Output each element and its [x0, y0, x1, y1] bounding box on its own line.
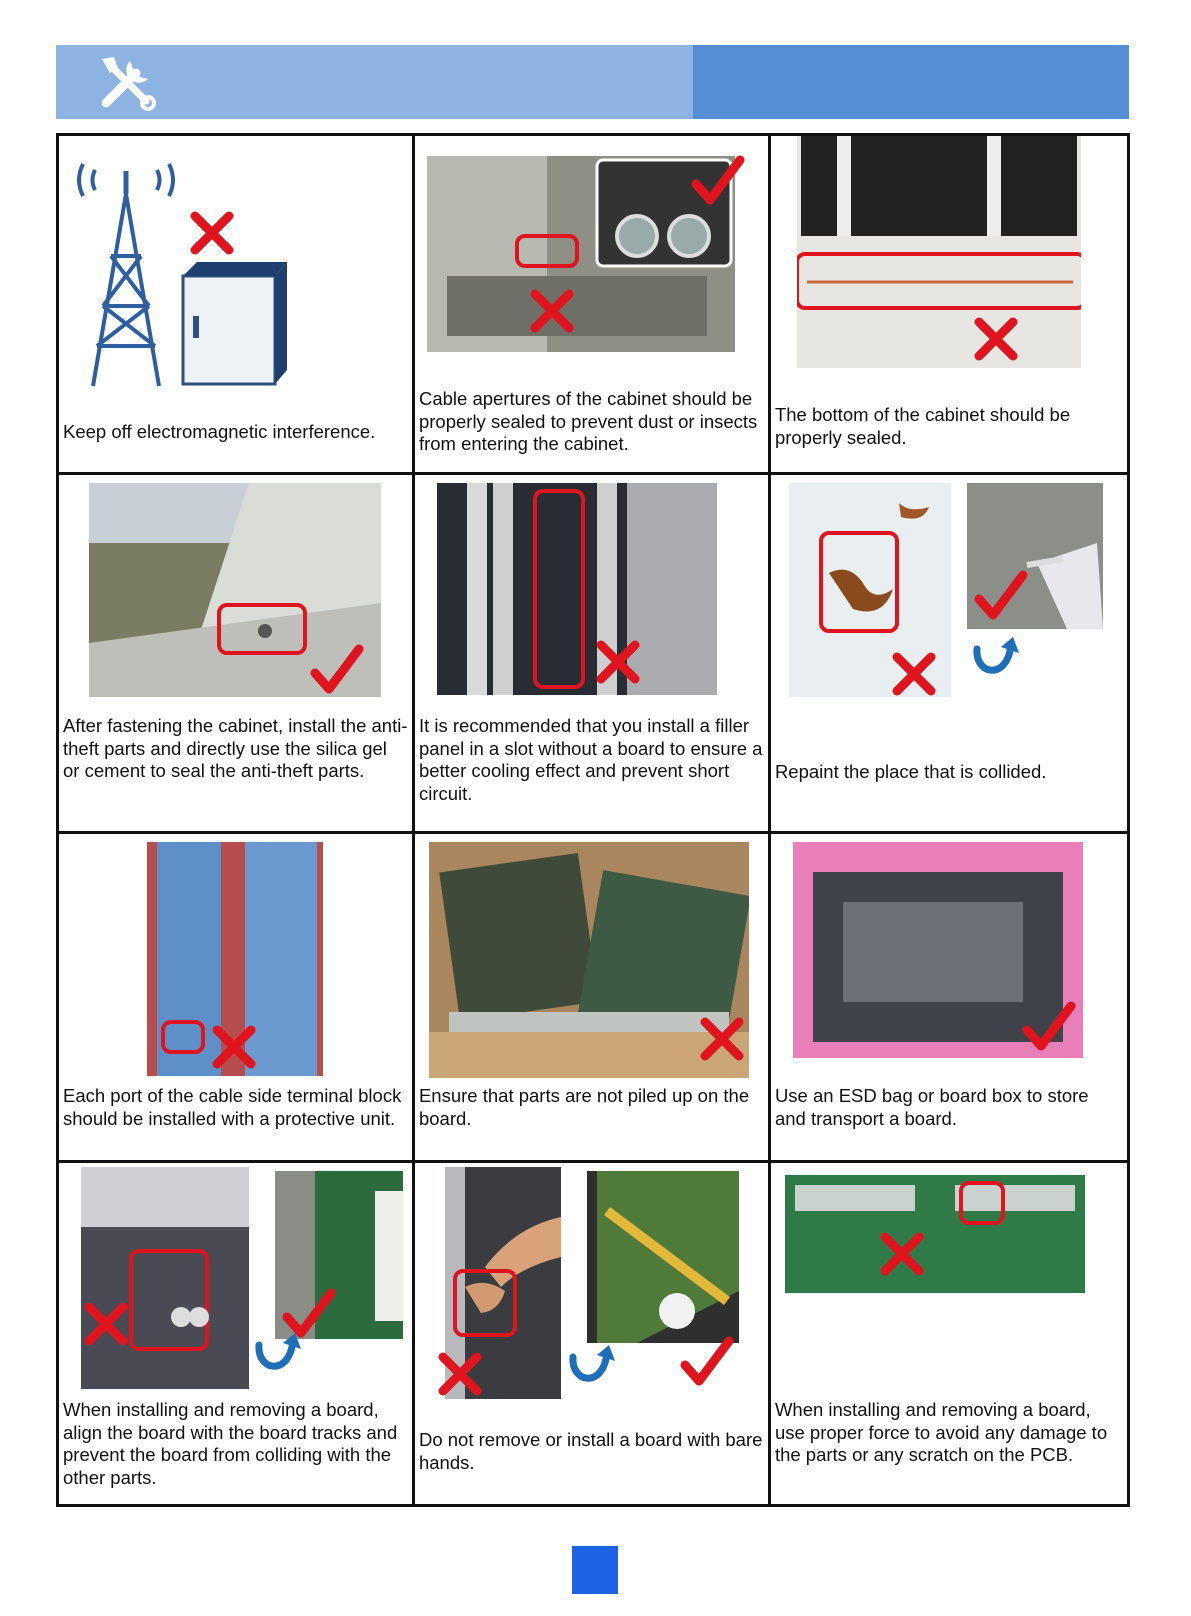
curved-arrow-icon: [563, 1343, 619, 1393]
guideline-grid: [56, 133, 1130, 1507]
grid-row: [58, 135, 1129, 474]
header-right-band: [693, 45, 1129, 119]
cell-caption: It is recommended that you install a filler panel in a slot without a board to ensure a better cooling effect and prevent short circuit.: [418, 715, 763, 804]
cell-caption: When installing and removing a board, use proper force to avoid any damage to the parts or any scratch on the PCB.: [774, 1399, 1108, 1465]
cross-icon: [971, 314, 1021, 364]
grid-cell: [59, 1163, 412, 1504]
cell-caption: Ensure that parts are not piled up on the board.: [418, 1085, 750, 1129]
cross-icon: [877, 1229, 927, 1279]
page-number-badge: [572, 1546, 618, 1594]
grid-cell: [59, 475, 412, 831]
check-icon: [309, 643, 365, 695]
grid-cell: [415, 1163, 768, 1504]
grid-cell: [771, 475, 1127, 831]
grid-cell: [771, 136, 1127, 472]
header-left-band: [56, 45, 693, 119]
grid-cell: [415, 136, 768, 472]
grid-row: [58, 833, 1129, 1162]
page-header: [56, 45, 1129, 119]
board-insertion-wrong-photo: [81, 1167, 249, 1389]
tower-and-cabinet-illustration: [73, 146, 293, 396]
cell-caption: When installing and removing a board, align the board with the board tracks and prevent the board from colliding with the other parts.: [63, 1399, 398, 1488]
grid-cell: [771, 834, 1127, 1160]
check-icon: [973, 569, 1029, 621]
grid-cell: [415, 834, 768, 1160]
grid-row: [58, 474, 1129, 833]
cross-icon: [209, 1022, 259, 1072]
gloved-hands-photo: [587, 1171, 739, 1343]
cross-icon: [81, 1299, 131, 1349]
check-icon: [690, 154, 746, 206]
cable-aperture-photo: [427, 156, 735, 352]
cross-icon: [187, 208, 237, 258]
pcb-scratch-photo: [785, 1175, 1085, 1293]
curved-arrow-icon: [967, 635, 1023, 685]
cell-caption: After fastening the cabinet, install the anti-theft parts and directly use the silica gel or cement to seal the anti-theft parts.: [63, 715, 408, 781]
cell-caption: Each port of the cable side terminal block should be installed with a protective unit.: [63, 1085, 402, 1129]
curved-arrow-icon: [249, 1331, 305, 1381]
grid-cell: [771, 1163, 1127, 1504]
cross-icon: [697, 1014, 747, 1064]
tools-icon: [96, 53, 158, 113]
cell-caption: Do not remove or install a board with bare hands.: [418, 1429, 763, 1473]
cross-icon: [889, 649, 939, 699]
board-slots-photo: [437, 483, 717, 695]
cell-caption: The bottom of the cabinet should be properly sealed.: [774, 404, 1071, 448]
check-icon: [1021, 1000, 1077, 1052]
cell-caption: Use an ESD bag or board box to store and transport a board.: [774, 1085, 1089, 1129]
cell-caption: Cable apertures of the cabinet should be properly sealed to prevent dust or insects from entering the cabinet.: [418, 388, 758, 454]
grid-cell: [59, 136, 412, 472]
grid-cell: [415, 475, 768, 831]
cross-icon: [593, 637, 643, 687]
cross-icon: [435, 1349, 485, 1399]
grid-row: [58, 1162, 1129, 1506]
cabinet-bottom-photo: [797, 136, 1081, 368]
cell-caption: Repaint the place that is collided.: [774, 761, 1047, 782]
check-icon: [679, 1335, 735, 1387]
grid-cell: [59, 834, 412, 1160]
cell-caption: Keep off electromagnetic interference.: [63, 421, 376, 442]
cross-icon: [527, 286, 577, 336]
